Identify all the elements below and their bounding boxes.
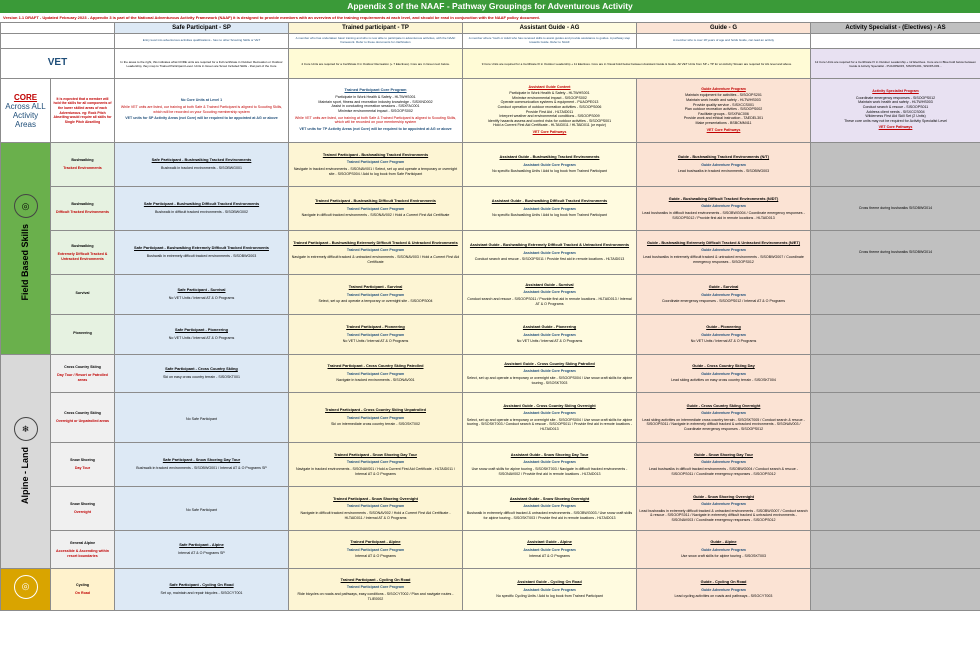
tp-text: Navigate in tracked environments - SISONAV001 / Select, set up and operate a temporary or overnight site - SISOOPS004 / Add to log book from Safe Participant xyxy=(293,167,458,176)
core-label-rest: Across ALL Activity Areas xyxy=(5,101,46,129)
core-row xyxy=(1,79,980,143)
cell-g xyxy=(637,393,811,443)
tp-text: Navigate in difficult tracked environments - SISONAV002 / Hold a Current First Aid Certificate xyxy=(301,213,450,218)
activity-label xyxy=(51,231,115,275)
activity-sub: Difficult Tracked Environments xyxy=(56,210,109,214)
core-ag-line3: Operate communication systems & equipment - PUAOPE013 xyxy=(500,100,599,105)
fbs-row xyxy=(1,187,980,231)
activity-label xyxy=(51,569,115,611)
core-ag-line1: Participate in Work Health & Safety - HLTWHS001 xyxy=(509,91,590,96)
activity-label xyxy=(51,355,115,393)
sp-text: Set up, maintain and repair bicycles - SISOCYT001 xyxy=(160,591,243,595)
cell-sp xyxy=(115,315,289,355)
activity-sub: On Road xyxy=(75,591,90,595)
activity-sub: Accessible & Ascending within resort boundaries xyxy=(56,548,109,558)
ag-heading: Assistant Guide - Cross Country Skiing Overnight xyxy=(503,402,596,408)
g-core: Guide Adventure Program xyxy=(701,292,746,297)
core-g-link[interactable]: VET Core Pathways xyxy=(706,127,741,132)
cell-sp xyxy=(115,487,289,531)
tp-heading: Trained Participant - Pioneering xyxy=(346,324,405,330)
activity-sub: Extremely Difficult Tracked & Untracked Environments xyxy=(57,251,108,261)
ag-heading: Assistant Guide - Bushwalking Extremely Difficult Tracked & Untracked Environments xyxy=(469,242,630,248)
core-ag-line7: Identify hazards assess and control risks for outdoor activities - SISOOPS001 xyxy=(487,118,612,123)
ag-text: Conduct search and rescue - SISOOPS011 / Provide first aid in remote locations - HLTAID013 / Internal AT & O Programs xyxy=(467,297,632,306)
core-g-line3: Provide quality service - SISXCCS001 xyxy=(693,102,754,107)
tp-core: Trained Participant Core Program xyxy=(346,248,405,253)
tp-core: Trained Participant Core Program xyxy=(346,585,405,590)
core-note: It is expected that a member will hold the skills for all components of the lower skilled areas of each Adventurous. eg: Rock Pitch Abseiling would require all skills for Single Pitch Abseiling xyxy=(51,79,115,143)
activity-name: Bushwalking xyxy=(71,202,94,206)
tp-heading: Trained Participant - Bushwalking Tracked Environments xyxy=(322,151,429,157)
g-text: Lead cycling activities on roads and pathways - SISOCYT003 xyxy=(674,594,773,599)
cell-g xyxy=(637,569,811,611)
fbs-row xyxy=(1,275,980,315)
ag-core: Assistant Guide Core Program xyxy=(523,369,576,374)
core-as-line4: Address client needs - SISXCCS004 xyxy=(866,109,925,114)
cell-sp xyxy=(115,355,289,393)
core-sp xyxy=(115,79,289,143)
tp-text: Select, set up and operate a temporary or overnight site - SISOOPS004 xyxy=(318,299,433,304)
alpine-row xyxy=(1,443,980,487)
cell-as xyxy=(811,393,980,443)
tp-text: Navigate in difficult tracked environments - SISONAV002 / Hold a Current First Aid Certificate - HLTAID011 / Internal AT & O Programs xyxy=(300,511,451,520)
tp-text: No VET Units / Internal AT & O Programs xyxy=(342,339,409,344)
core-ag-line2: Minimise environmental impact - SISOOPS002 xyxy=(512,95,587,100)
alpine-row xyxy=(1,487,980,531)
activity-label xyxy=(51,315,115,355)
col-header-ag: Assistant Guide - AG xyxy=(463,23,637,34)
g-heading: Guide - Alpine xyxy=(710,539,737,545)
core-g-line6: Provide work and ethical instruction - TAEDEL301 xyxy=(683,116,764,121)
cell-as xyxy=(811,275,980,315)
ag-heading: Assistant Guide - Pioneering xyxy=(522,324,577,330)
tp-text: Navigate in tracked environments - SISONAV001 / Hold a Current First Aid Certificate - HLTAID011 / Internal AT & O Programs xyxy=(296,467,455,476)
tp-heading: Trained Participant - Cross Country Skiing Patrolled xyxy=(327,363,424,369)
col-header-tp: Trained participant - TP xyxy=(289,23,463,34)
sp-heading: Safe Participant - Bushwalking Tracked Environments xyxy=(151,157,252,163)
activity-name: Cross Country Skiing xyxy=(64,364,101,369)
core-label-top: CORE xyxy=(13,92,38,102)
intro-corner xyxy=(1,34,115,49)
col-header-g: Guide - G xyxy=(637,23,811,34)
sp-text: No VET Units / Internal AT & O Programs xyxy=(168,336,235,340)
g-heading: Guide - Pioneering xyxy=(706,324,741,330)
sp-heading: Safe Participant - Snow Shoeing Day Tour xyxy=(162,457,241,463)
cell-g xyxy=(637,355,811,393)
activity-name: Survival xyxy=(75,290,90,295)
sp-text: Bushwalk in tracked environments - SISOBWG001 xyxy=(161,166,242,170)
core-as-line5: Wilderness First Aid Skill Set (2 Units) xyxy=(865,114,926,119)
g-core: Guide Adventure Program xyxy=(701,248,746,253)
sp-text: No VET Units / Internal AT & O Programs xyxy=(168,296,235,300)
g-heading: Guide - Snow Shoeing Day Tour xyxy=(694,451,753,457)
vet-sp: In the areas to the right, this indicates what CORE units are required for a Full certificate in Outdoor Recreation or Outdoor Leadership, they map to Trained Participant Level. Units in Green are Scout Included Skills - that part of the Core xyxy=(115,49,289,79)
cell-tp xyxy=(289,487,463,531)
activity-label xyxy=(51,275,115,315)
g-text: Lead bushwalks in extremely difficult tracked & untracked environments - SISOBWG007 / Coordinate emergency responses - SISOOPS012 xyxy=(643,255,804,264)
cell-sp xyxy=(115,569,289,611)
activity-sub: Overnight or Unpatrolled areas xyxy=(56,419,109,423)
sp-text: Bushwalk in difficult tracked environments - SISOBWG002 xyxy=(154,210,248,214)
activity-name: Snow Shoeing xyxy=(70,458,95,462)
tp-core: Trained Participant Core Program xyxy=(346,332,405,337)
g-text: Lead skiing activities on easy cross country terrain - SISOSKT004 xyxy=(671,378,776,383)
cell-tp xyxy=(289,187,463,231)
ag-text: No specific Bushwalking Units / Add to log book from Trained Participant xyxy=(492,169,607,174)
ag-core: Assistant Guide Core Program xyxy=(523,547,576,552)
fbs-row xyxy=(1,315,980,355)
tp-heading: Trained Participant - Alpine xyxy=(350,539,401,545)
core-sp-line1: No Core Units at Level 1 xyxy=(180,98,223,103)
ag-core: Assistant Guide Core Program xyxy=(523,587,576,592)
cell-as xyxy=(811,231,980,275)
core-ag-line6: Interpret weather and environmental conditions - SISOOPS009 xyxy=(499,114,600,119)
tp-heading: Trained Participant - Survival xyxy=(348,284,403,290)
tp-heading: Trained Participant - Snow Shoeing Overnight xyxy=(333,495,418,501)
core-g xyxy=(637,79,811,143)
tp-text: Internal AT & O Programs xyxy=(355,554,396,559)
cell-g xyxy=(637,531,811,569)
cell-ag xyxy=(463,275,637,315)
g-heading: Guide - Cross Country Skiing Overnight xyxy=(686,402,761,408)
tp-text: Ski on intermediate cross country terrain - SISOSKT002 xyxy=(330,422,421,427)
cell-g xyxy=(637,231,811,275)
ag-heading: Assistant Guide - Alpine xyxy=(527,539,572,545)
core-as-link[interactable]: VET Core Pathways xyxy=(878,125,913,130)
activity-sub: Tracked Environments xyxy=(63,166,102,170)
tp-core: Trained Participant Core Program xyxy=(346,160,405,165)
ag-core: Assistant Guide Core Program xyxy=(523,504,576,509)
core-g-line5: Facilitate groups - SISXFAC006 xyxy=(698,111,749,116)
tp-core: Trained Participant Core Program xyxy=(346,206,405,211)
alpine-row xyxy=(1,393,980,443)
g-heading: Guide - Cycling On Road xyxy=(700,579,747,585)
sp-heading: Safe Participant - Bushwalking Difficult Tracked Environments xyxy=(143,201,260,207)
ag-text: Select, set up and operate a temporary or overnight site - SISOOPS004 / Use snow craft skills for alpine touring - SISOSKT003 / Conduct search & rescue - SISOOPS011 / Provide first aid in remote locations - HLTAID013 xyxy=(466,417,633,431)
cell-sp xyxy=(115,187,289,231)
core-tp-line4: Minimise environmental impact - SISOOPS002 xyxy=(338,109,413,113)
cell-sp xyxy=(115,143,289,187)
intro-g: A member who is over 18 years of age and holds Guide, can lead an activity xyxy=(637,34,811,49)
core-tp xyxy=(289,79,463,143)
cycling-group-icon xyxy=(1,569,51,611)
cell-tp xyxy=(289,569,463,611)
g-heading: Guide - Bushwalking Tracked Environments (N/T) xyxy=(677,154,770,160)
g-core: Guide Adventure Program xyxy=(701,460,746,465)
core-g-line4: Plan outdoor recreation activities - SISOOPS002 xyxy=(684,107,763,112)
activity-sub: Day Tour xyxy=(74,466,91,470)
cell-as xyxy=(811,143,980,187)
ag-heading: Assistant Guide - Cross Country Skiing Patrolled xyxy=(504,360,595,366)
core-label xyxy=(1,79,51,143)
g-text: Lead bushwalks in tracked environments - SISOBWG003 xyxy=(677,169,770,174)
ag-text: Use snow craft skills for alpine touring - SISOSKT003 / Navigate in difficult tracked environments - SISONAV002 / Provide first aid in remote locations - HLTAID013 xyxy=(471,467,628,476)
header-row xyxy=(1,23,980,34)
ag-text: No specific Bushwalking Units / Add to log book from Trained Participant xyxy=(492,213,607,218)
g-core: Guide Adventure Program xyxy=(701,332,746,337)
core-as-line1: Coordinate emergency responses - SISOOPS012 xyxy=(855,95,936,100)
core-as-line6: These core units may not be required for Activity Specialist Level xyxy=(844,118,947,123)
cell-tp xyxy=(289,443,463,487)
g-text: Coordinate emergency responses - SISOOPS012 / Internal AT & O Programs xyxy=(661,299,786,304)
ag-text: Conduct search and rescue - SISOOPS011 / Provide first aid in remote locations - HLTAID013 xyxy=(474,257,625,262)
cycling-row xyxy=(1,569,980,611)
intro-ag: A member where Youth or Adult who has received skills to assist guides and provide assistance to guides. A pathway step towards Guide. Refer to NAAF xyxy=(463,34,637,49)
cell-sp xyxy=(115,393,289,443)
cell-as xyxy=(811,315,980,355)
ag-text: Internal AT & O Programs xyxy=(529,554,570,559)
cell-tp xyxy=(289,231,463,275)
activity-label xyxy=(51,187,115,231)
tp-core: Trained Participant Core Program xyxy=(346,547,405,552)
core-tp-line6: VET units for TP Activity Areas (not Core) will be required to be appointed at AG or above xyxy=(299,126,452,131)
core-as-line2: Maintain work health and safety - HLTWHS003 xyxy=(858,100,933,105)
g-text: Use snow craft skills for alpine touring - SISOSKT003 xyxy=(680,554,767,559)
page-title: Appendix 3 of the NAAF - Pathway Groupings for Adventurous Activity xyxy=(0,0,980,13)
cell-tp xyxy=(289,393,463,443)
intro-as xyxy=(811,34,980,49)
sp-text: No Safe Participant xyxy=(186,416,217,421)
activity-name: Snow Shoeing xyxy=(70,502,95,506)
g-core: Guide Adventure Program xyxy=(701,547,746,552)
group-title: Alpine - Land xyxy=(20,447,31,505)
core-ag-link[interactable]: VET Core Pathways xyxy=(532,129,567,134)
cell-g xyxy=(637,143,811,187)
sp-heading: Safe Participant - Cycling On Road xyxy=(169,582,234,588)
cell-g xyxy=(637,487,811,531)
ag-heading: Assistant Guide - Survival xyxy=(525,281,574,287)
g-heading: Guide - Bushwalking Difficult Tracked Environments (N/DT) xyxy=(668,195,779,201)
cell-ag xyxy=(463,187,637,231)
g-text: Lead bushwalks in extremely difficult tracked & untracked environments - SISOBWG007 / Conduct search & rescue - SISOOPS011 / Navigate in extremely difficult tracked & untracked environments - SISONAV003 / Coordinate emergency responses - SISOOPS012 xyxy=(639,508,808,522)
cell-sp xyxy=(115,275,289,315)
pathway-table xyxy=(0,22,980,611)
g-core: Guide Adventure Program xyxy=(701,371,746,376)
ag-text: Bushwalk in extremely difficult tracked & untracked environments - SISOBWG003 / Use snow craft skills for alpine touring - SISOSKT003 / Provide first aid in remote locations - HLTAID013 xyxy=(466,511,633,520)
ag-core: Assistant Guide Core Program xyxy=(523,250,576,255)
tp-heading: Trained Participant - Cross Country Skiing Unpatrolled xyxy=(325,407,426,413)
cell-ag xyxy=(463,393,637,443)
group-title: Field Based Skills xyxy=(20,224,31,301)
snowflake-icon: ❄ xyxy=(14,417,38,441)
g-heading: Guide - Bushwalking Extremely Difficult Tracked & Untracked Environments (N/ET) xyxy=(646,239,801,245)
cell-g xyxy=(637,187,811,231)
cell-tp xyxy=(289,275,463,315)
g-heading: Guide - Snow Shoeing Overnight xyxy=(693,493,754,499)
tp-core: Trained Participant Core Program xyxy=(346,292,405,297)
vet-as: 12 Core Units are required for a Certificate IV in Outdoor Leadership + 12 Electives. Core are in Blue bold below between Guide & Activity Specialist - PUAOPE015, SISOPL001, SISOPL003... xyxy=(811,49,980,79)
intro-tp: A member who has undertaken basic training and who is now able to participate in adventurous activities, with the NAAF framework. Refer to these documents for clarification xyxy=(289,34,463,49)
core-g-line1: Maintain equipment for activities - SISOOPS201 xyxy=(685,93,762,98)
sp-heading: Safe Participant - Cross Country Skiing xyxy=(165,366,238,372)
g-heading: Guide - Survival xyxy=(708,284,739,290)
core-as xyxy=(811,79,980,143)
vet-row xyxy=(1,49,980,79)
tp-core: Trained Participant Core Program xyxy=(346,460,405,465)
sp-text: Bushwalk in extremely difficult tracked environments - SISOBWG003 xyxy=(146,254,257,258)
fbs-row xyxy=(1,143,980,187)
activity-name: Cross Country Skiing xyxy=(64,411,101,415)
core-tp-line5: While VET units are listed, our training at both Safe & Trained Participant is aligned to Scouting Skills, which will be recorded on your membership system xyxy=(294,115,457,125)
col-header-as: Activity Specialist - (Electives) - AS xyxy=(811,23,980,34)
core-as-line3: Conduct search & rescue - SISOOPS011 xyxy=(862,104,929,109)
cell-sp xyxy=(115,443,289,487)
compass-icon: ◎ xyxy=(14,194,38,218)
activity-label xyxy=(51,393,115,443)
col-header-sp: Safe Participant - SP xyxy=(115,23,289,34)
as-text: Cross theme during bushwalks SISOBWG014 xyxy=(858,250,933,255)
cell-g xyxy=(637,443,811,487)
tp-heading: Trained Participant - Snow Shoeing Day Tour xyxy=(334,451,417,457)
ag-core: Assistant Guide Core Program xyxy=(523,162,576,167)
cell-as xyxy=(811,531,980,569)
cell-tp xyxy=(289,143,463,187)
ag-core: Assistant Guide Core Program xyxy=(523,411,576,416)
cell-as xyxy=(811,487,980,531)
ag-core: Assistant Guide Core Program xyxy=(523,290,576,295)
intro-sp: Entry level into adventurous activities qualifications - has no other Scouting Skills or VET xyxy=(115,34,289,49)
intro-row xyxy=(1,34,980,49)
cell-sp xyxy=(115,231,289,275)
activity-name: Bushwalking xyxy=(71,158,94,162)
g-core: Guide Adventure Program xyxy=(701,162,746,167)
cell-ag xyxy=(463,143,637,187)
tp-heading: Trained Participant - Bushwalking Difficult Tracked Environments xyxy=(315,198,436,204)
cell-as xyxy=(811,187,980,231)
activity-label xyxy=(51,531,115,569)
cell-ag xyxy=(463,315,637,355)
vet-label: VET xyxy=(1,49,115,79)
core-ag-head: Assistant Guide Content xyxy=(528,84,571,89)
tp-core: Trained Participant Core Program xyxy=(346,415,405,420)
tp-core: Trained Participant Core Program xyxy=(346,504,405,509)
core-g-head: Guide Adventure Program xyxy=(701,86,746,91)
cell-ag xyxy=(463,355,637,393)
cell-ag xyxy=(463,569,637,611)
ag-core: Assistant Guide Core Program xyxy=(523,206,576,211)
sp-heading: Safe Participant - Bushwalking Extremely Difficult Tracked Environments xyxy=(134,245,269,251)
core-ag-line8: Hold a Current First Aid Certificate - HLTAID011 / HLTAID011 (or equiv) xyxy=(493,123,606,128)
alpine-row xyxy=(1,531,980,569)
g-core: Guide Adventure Program xyxy=(701,411,746,416)
ag-heading: Assistant Guide - Snow Shoeing Overnight xyxy=(509,495,590,501)
sp-text: Ski on easy cross country terrain - SISOSKT001 xyxy=(163,375,240,379)
ag-text: Select, set up and operate a temporary or overnight site - SISOOPS004 / Use snow craft skills for alpine touring - SISOSKT003 xyxy=(466,376,633,385)
core-tp-line2: Maintain sport, fitness and recreation industry knowledge - SISXIND002 xyxy=(318,99,433,104)
g-core: Guide Adventure Program xyxy=(701,502,746,507)
core-tp-line3: Assist in conducting recreation sessions - SISXFAC001 xyxy=(331,104,420,109)
cell-ag xyxy=(463,487,637,531)
g-text: Lead skiing activities on intermediate cross country terrain - SISOSKT005 / Conduct search & rescue - SISOOPS011 / Navigate in extremely difficult tracked & untracked environments - SISONAV003 / Coordinate emergency responses - SISOOPS012 xyxy=(642,417,805,431)
activity-name: Cycling xyxy=(76,583,89,587)
g-text: Lead bushwalks in difficult tracked environments - SISOBWG004 / Conduct search & rescue - SISOOPS011 / Coordinate emergency responses - SISOOPS012 xyxy=(649,467,798,476)
activity-label xyxy=(51,143,115,187)
activity-label xyxy=(51,487,115,531)
sp-text: No Safe Participant xyxy=(186,507,217,512)
cell-ag xyxy=(463,231,637,275)
ag-core: Assistant Guide Core Program xyxy=(523,332,576,337)
activity-name: General Alpine xyxy=(69,540,96,545)
core-ag xyxy=(463,79,637,143)
as-text: Cross theme during bushwalks SISOBWG014 xyxy=(858,206,933,211)
cell-as xyxy=(811,443,980,487)
cell-as xyxy=(811,355,980,393)
core-g-line7: Make presentations - BSBCMM411 xyxy=(695,120,752,125)
g-heading: Guide - Cross Country Skiing Day xyxy=(692,363,755,369)
bicycle-icon: ◎ xyxy=(14,575,38,599)
tp-text: Navigate in extremely difficult tracked & untracked environments - SISONAV003 / Hold a Current First Aid Certificate xyxy=(291,255,460,264)
core-sp-line2: While VET units are listed, our training at both Safe & Trained Participant is aligned to Scouting Skills, which will be recorded on your Scouting membership system xyxy=(120,104,283,114)
cell-tp xyxy=(289,315,463,355)
core-tp-line1: Participate in Work Health & Safety - HLTWHS001 xyxy=(335,95,416,100)
ag-heading: Assistant Guide - Cycling On Road xyxy=(517,579,582,585)
activity-name: Bushwalking xyxy=(71,243,94,248)
cell-g xyxy=(637,315,811,355)
cell-tp xyxy=(289,531,463,569)
tp-heading: Trained Participant - Cycling On Road xyxy=(340,576,411,582)
ag-core: Assistant Guide Core Program xyxy=(523,460,576,465)
g-text: Lead bushwalks in difficult tracked environments - SISOBWG004 / Coordinate emergency responses - SISOOPS012 / Provide first aid in remote locations - HLTAID013 xyxy=(642,211,805,220)
alpine-row xyxy=(1,355,980,393)
activity-label xyxy=(51,443,115,487)
header-corner xyxy=(1,23,115,34)
sp-text: Internal AT & O Programs SP xyxy=(178,551,225,555)
g-core: Guide Adventure Program xyxy=(701,204,746,209)
fbs-row xyxy=(1,231,980,275)
fbs-group-label xyxy=(1,143,51,355)
tp-text: Ride bicycles on roads and pathways, easy conditions - SISOCYT002 / Plan and navigate routes - TLIE0002 xyxy=(297,592,454,601)
core-ag-line4: Conduct operation of outdoor recreation activities - SISOOPS006 xyxy=(497,104,602,109)
sp-heading: Safe Participant - Alpine xyxy=(179,542,224,548)
core-tp-head: Trained Participant Core Program xyxy=(344,86,407,92)
vet-tp: 4 Core Units are required for a Certificate II in Outdoor Recreation (+ 7 Electives). Core are in Green text below. xyxy=(289,49,463,79)
ag-text: No specific Cycling Units / Add to log book from Trained Participant xyxy=(496,594,603,599)
tp-heading: Trained Participant - Bushwalking Extremely Difficult Tracked & Untracked Environments xyxy=(293,239,458,245)
cell-ag xyxy=(463,531,637,569)
g-text: No VET Units / Internal AT & O Programs xyxy=(690,339,757,344)
ag-heading: Assistant Guide - Bushwalking Tracked Environments xyxy=(499,154,600,160)
core-sp-line3: VET units for SP Activity Areas (not Core) will be required to be appointed at AG or above xyxy=(125,116,278,121)
version-note: Version 1.1 DRAFT - Updated February 2023 - Appendix 3 is part of the National Adventurous Activity Framework (NAAF) it is designed to provide members with an overview of the training requirements at each level, and should be read in conjunction with the NAAF policy document. xyxy=(0,13,980,22)
tp-text: Navigate in tracked environments - SISONAV001 xyxy=(336,378,415,383)
g-core: Guide Adventure Program xyxy=(701,587,746,592)
cell-ag xyxy=(463,443,637,487)
cell-g xyxy=(637,275,811,315)
alpine-group-label xyxy=(1,355,51,569)
tp-core: Trained Participant Core Program xyxy=(346,371,405,376)
core-g-line2: Maintain work health and safety - HLTWHS003 xyxy=(686,98,761,103)
vet-ag-g: 9 Core Units are required for a Certificate III in Outdoor Leadership + 11 Electives. Core are in Visual bold below between Assistant Guide & Guide. All VET Units from SP + TP for an Activity Stream are required for AG level and above xyxy=(463,49,811,79)
sp-text: Bushwalk in tracked environments - SISOBWG001 / Internal AT & O Programs SP xyxy=(136,466,267,470)
ag-text: No VET Units / Internal AT & O Programs xyxy=(516,339,583,344)
activity-sub: Day Tour / Resort or Patrolled areas xyxy=(57,372,108,382)
ag-heading: Assistant Guide - Snow Shoeing Day Tour xyxy=(510,451,589,457)
cell-sp xyxy=(115,531,289,569)
activity-name: Pioneering xyxy=(73,330,92,335)
core-as-head: Activity Specialist Program xyxy=(872,89,919,94)
core-ag-line5: Provide First Aid - HLTAID011 xyxy=(525,109,574,114)
ag-heading: Assistant Guide - Bushwalking Difficult Tracked Environments xyxy=(491,198,608,204)
sp-heading: Safe Participant - Survival xyxy=(177,287,226,293)
activity-sub: Overnight xyxy=(74,510,91,514)
sp-heading: Safe Participant - Pioneering xyxy=(175,327,228,333)
cell-tp xyxy=(289,355,463,393)
cell-as xyxy=(811,569,980,611)
